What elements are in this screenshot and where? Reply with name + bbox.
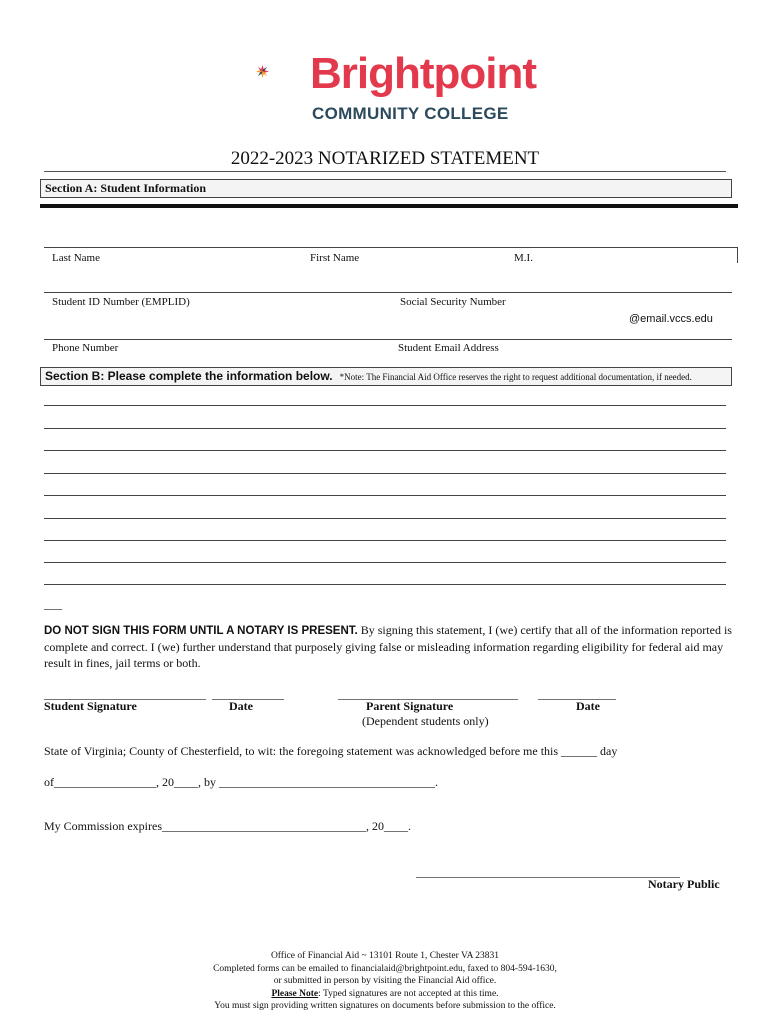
page-title: 2022-2023 NOTARIZED STATEMENT	[230, 148, 540, 169]
section-b-note: *Note: The Financial Aid Office reserves the right to request additional documentation, if needed.	[339, 372, 692, 382]
notary-warning: DO NOT SIGN THIS FORM UNTIL A NOTARY IS PRESENT.	[44, 625, 358, 637]
student-signature-label: Student Signature	[44, 699, 137, 713]
first-name-label: First Name	[310, 252, 360, 264]
response-tail-line: ___	[44, 597, 62, 611]
notary-signature-line[interactable]: ____________________________________________	[416, 865, 680, 879]
commission-expires[interactable]: My Commission expires__________________________________, 20____.	[44, 819, 412, 833]
name-line[interactable]	[44, 247, 738, 248]
response-line[interactable]	[44, 495, 726, 496]
footer-instructions: You must sign providing written signatures on documents before submission to the office.	[214, 1001, 556, 1011]
footer-note	[0, 988, 770, 1001]
brand-subtitle: COMMUNITY COLLEGE	[312, 104, 509, 123]
parent-signature-line[interactable]: ______________________________	[338, 687, 518, 701]
parent-signature-label: Parent Signature	[366, 699, 454, 713]
section-a-heading: Section A: Student Information	[40, 179, 732, 198]
footer-note-label: Please Note	[271, 988, 319, 999]
notary-statement: State of Virginia; County of Chesterfield, to wit: the foregoing statement was acknowledged before me this ______ day	[44, 744, 618, 758]
response-line[interactable]	[44, 450, 726, 451]
response-line[interactable]	[44, 562, 726, 563]
section-a-rule	[40, 204, 738, 208]
notary-public-label: Notary Public	[648, 877, 720, 891]
footer-address: Office of Financial Aid ~ 13101 Route 1, Chester VA 23831	[270, 951, 500, 961]
certification-paragraph	[44, 622, 732, 671]
response-line[interactable]	[44, 540, 726, 541]
footer-note-text: : Typed signatures are not accepted at this time.	[318, 988, 499, 999]
parent-note: (Dependent students only)	[362, 714, 489, 728]
title-rule	[44, 171, 726, 172]
date-label-1: Date	[229, 699, 253, 713]
student-id-label: Student ID Number (EMPLID)	[52, 296, 190, 308]
footer	[0, 950, 770, 1013]
name-line-tick	[737, 247, 738, 263]
last-name-label: Last Name	[52, 252, 100, 264]
response-line[interactable]	[44, 473, 726, 474]
section-b-title: Section B: Please complete the information below.	[45, 369, 333, 383]
student-signature-line[interactable]: ___________________________	[44, 687, 206, 701]
college-logo	[256, 44, 316, 104]
mi-label: M.I.	[514, 252, 533, 264]
email-label: Student Email Address	[398, 342, 499, 354]
id-line[interactable]	[44, 292, 732, 293]
date-line-2[interactable]: _____________	[538, 687, 616, 701]
phone-label: Phone Number	[52, 342, 119, 354]
date-label-2: Date	[576, 699, 600, 713]
ssn-label: Social Security Number	[400, 296, 506, 308]
footer-submission: Completed forms can be emailed to financialaid@brightpoint.edu, faxed to 804-594-1630,	[213, 963, 557, 974]
response-line[interactable]	[44, 518, 726, 519]
footer-in-person: or submitted in person by visiting the Financial Aid office.	[273, 976, 497, 986]
response-line[interactable]	[44, 405, 726, 406]
email-suffix: @email.vccs.edu	[629, 313, 713, 325]
certification-text: By signing this statement, I (we) certify that all of the information reported is complete and correct. I (we) further understand that purposely giving false or misleading information regarding eligibility for federal aid may result in fines, jail terms or both.	[44, 623, 732, 670]
response-line[interactable]	[44, 584, 726, 585]
notary-date-line[interactable]: of_________________, 20____, by ____________________________________.	[44, 775, 438, 789]
brand-name: Brightpoint	[310, 49, 537, 98]
section-b-heading	[40, 367, 732, 386]
date-line-1[interactable]: ____________	[212, 687, 284, 701]
response-line[interactable]	[44, 428, 726, 429]
phone-line[interactable]	[44, 339, 732, 340]
